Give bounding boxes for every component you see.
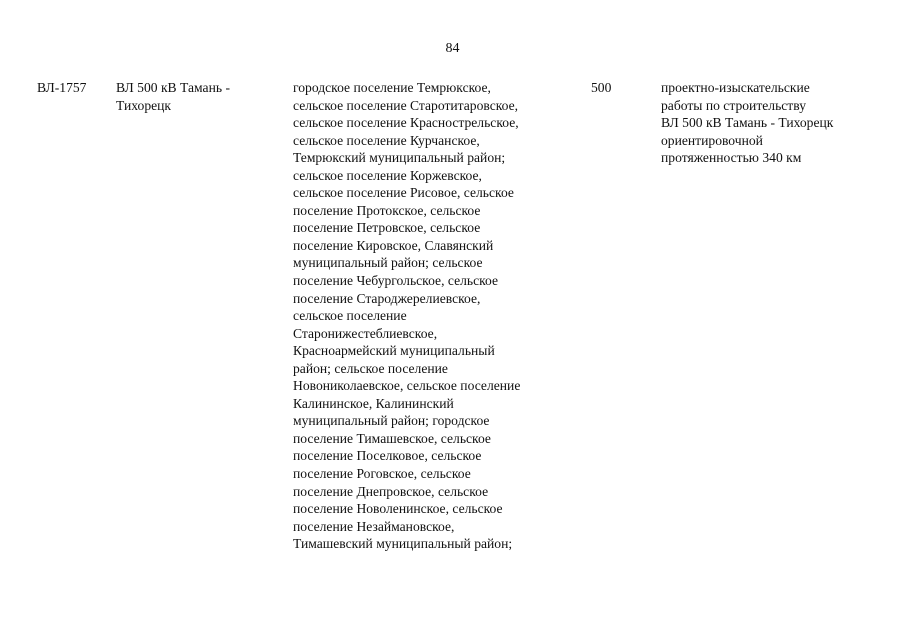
territory-line: сельское поселение Курчанское, [293,132,480,148]
territory-line: поселение Тимашевское, сельское [293,430,491,446]
purpose-line: работы по строительству [661,97,806,113]
territory-line: муниципальный район; сельское [293,255,483,271]
object-name-line: Тихорецк [116,97,172,113]
territory-line: поселение Староджерелиевское, [293,290,481,306]
purpose-description [661,79,861,167]
purpose-line: ВЛ 500 кВ Тамань - Тихорецк [661,115,834,131]
voltage-text: 500 [591,80,612,95]
territory-line: поселение Петровское, сельское [293,220,481,236]
territory-line: поселение Поселковое, сельское [293,448,482,464]
territory-line: Новониколаевское, сельское поселение [293,378,521,394]
territory-line: сельское поселение Рисовое, сельское [293,185,514,201]
territory-line: поселение Незаймановское, [293,518,455,534]
territory-line: муниципальный район; городское [293,413,490,429]
territory-line: поселение Чебургольское, сельское [293,273,499,289]
object-name [116,79,281,114]
territory-description [293,79,563,553]
object-code-text: ВЛ-1757 [37,80,87,95]
territory-line: район; сельское поселение [293,360,448,376]
territory-line: поселение Протокское, сельское [293,202,481,218]
voltage-value [591,79,631,97]
purpose-line: ориентировочной [661,132,763,148]
territory-line: Темрюкский муниципальный район; [293,150,506,166]
object-name-line: ВЛ 500 кВ Тамань - [116,80,230,95]
territory-line: Старонижестеблиевское, [293,325,438,341]
territory-line: сельское поселение Краснострельское, [293,115,519,131]
object-code [37,79,107,97]
territory-line: поселение Кировское, Славянский [293,237,494,253]
purpose-line: проектно-изыскательские [661,80,810,95]
page-number: 84 [445,41,460,56]
territory-line: поселение Днепровское, сельское [293,483,489,499]
territory-line: поселение Новоленинское, сельское [293,501,503,517]
territory-line: сельское поселение Старотитаровское, [293,97,519,113]
territory-line: Калининское, Калининский [293,395,454,411]
territory-line: поселение Роговское, сельское [293,466,471,482]
territory-line: сельское поселение [293,308,407,324]
territory-line: Тимашевский муниципальный район; [293,536,513,552]
territory-line: городское поселение Темрюкское, [293,80,491,95]
territory-line: сельское поселение Коржевское, [293,167,482,183]
purpose-line: протяженностью 340 км [661,150,802,166]
territory-line: Красноармейский муниципальный [293,343,495,359]
